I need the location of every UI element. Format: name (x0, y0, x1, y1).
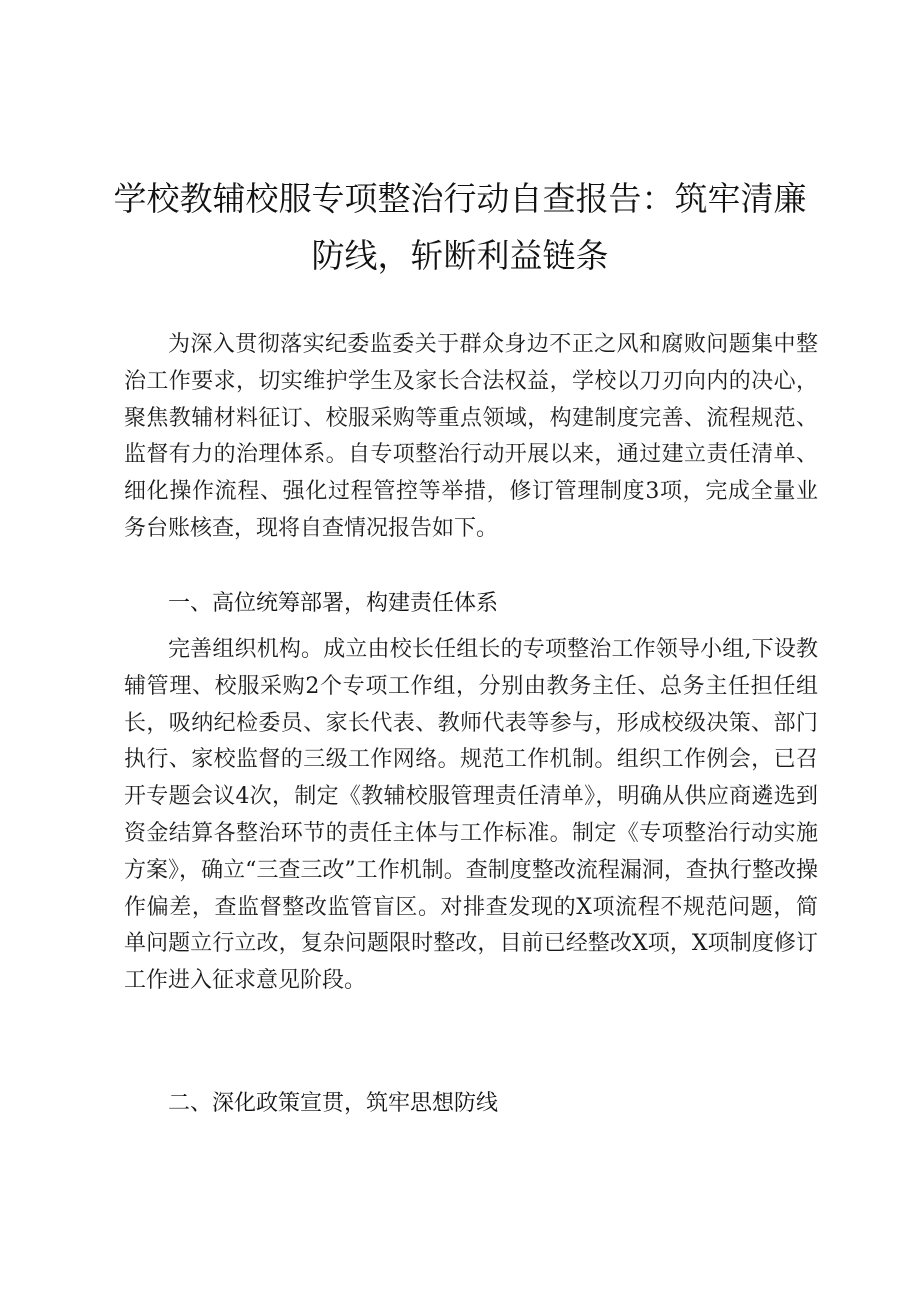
section-2-heading: 二、深化政策宣贯，筑牢思想防线 (168, 1091, 499, 1116)
intro-paragraph: 为深入贯彻落实纪委监委关于群众身边不正之风和腐败问题集中整治工作要求，切实维护学生及家长合法权益，学校以刀刃向内的决心，聚焦教辅材料征订、校服采购等重点领域，构建制度完善、流程规范、监督有力的治理体系。自专项整治行动开展以来，通过建立责任清单、细化操作流程、强化过程管控等举措，修订管理制度3项，完成全量业务台账核查，现将自查情况报告如下。 (124, 332, 818, 541)
section-1-paragraph: 完善组织机构。成立由校长任组长的专项整治工作领导小组,下设教辅管理、校服采购2个专项工作组，分别由教务主任、总务主任担任组长，吸纳纪检委员、家长代表、教师代表等参与，形成校级决策、部门执行、家校监督的三级工作网络。规范工作机制。组织工作例会，已召开专题会议4次，制定《教辅校服管理责任清单》，明确从供应商遴选到资金结算各整治环节的责任主体与工作标准。制定《专项整治行动实施方案》，确立“三查三改”工作机制。查制度整改流程漏洞，查执行整改操作偏差，查监督整改监管盲区。对排查发现的X项流程不规范问题，简单问题立行立改，复杂问题限时整改，目前已经整改X项，X项制度修订工作进入征求意见阶段。 (124, 637, 818, 994)
document-title: 学校教辅校服专项整治行动自查报告：筑牢清廉防线，斩断利益链条 (113, 179, 807, 275)
section-1-heading: 一、高位统筹部署，构建责任体系 (168, 591, 499, 616)
